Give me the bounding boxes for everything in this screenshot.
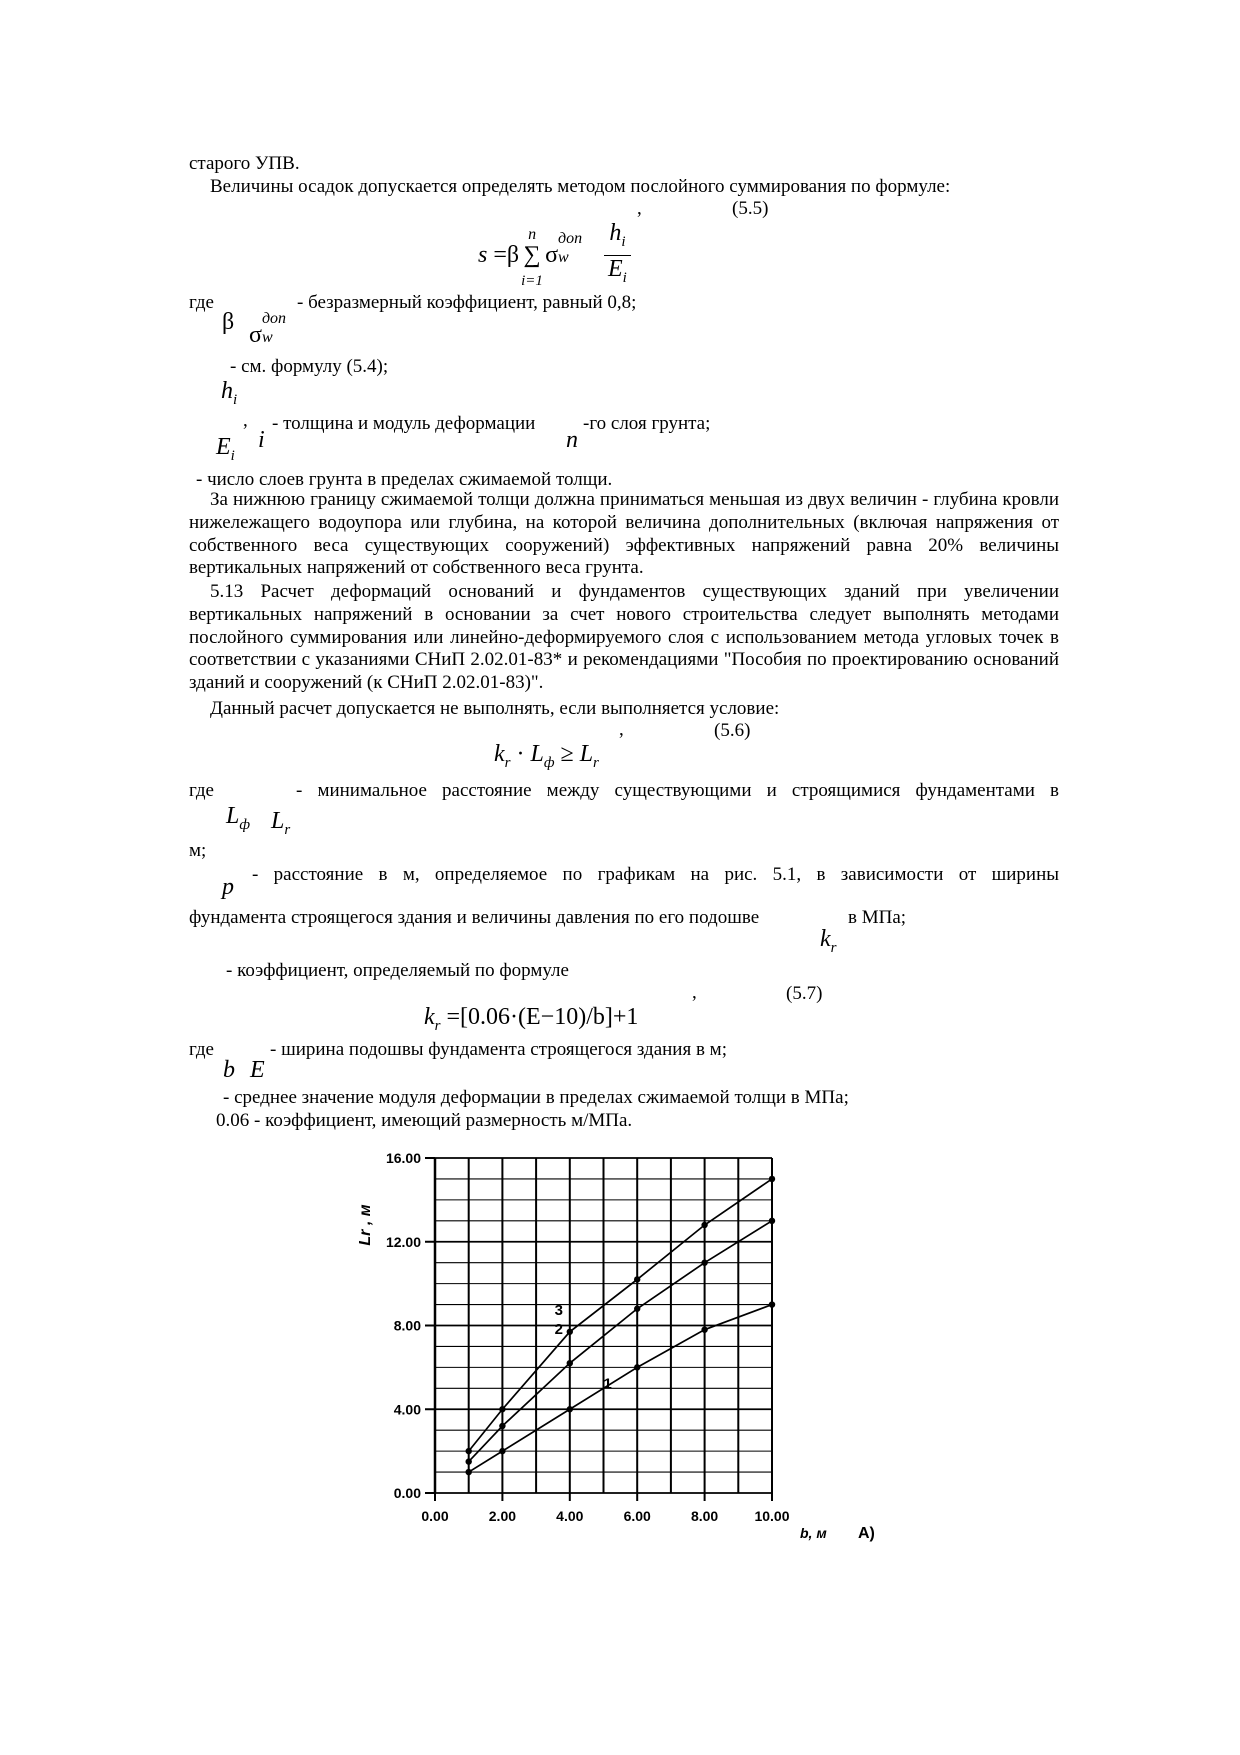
var-L: L [530,741,544,767]
series-2-point [499,1423,505,1429]
series-1-point [634,1364,640,1370]
lr-description: - расстояние в м, определяемое по графикам на рис. 5.1, в зависимости от ширины [252,864,1059,885]
sub-r: r [434,1018,441,1034]
kr-symbol-legend [820,926,837,961]
n-symbol-legend [566,427,578,453]
series-3-point [499,1406,505,1412]
foundation-line: фундамента строящегося здания и величины давления по его подошве [189,907,760,928]
sigma-symbol: σ [545,242,559,268]
sub-i: i [230,448,235,464]
var-k: k [820,926,831,952]
sigma-legend-sup: доп [261,310,287,327]
i-symbol-legend [258,427,265,453]
series-2-point [769,1218,775,1224]
series-1-point [466,1469,472,1475]
series-1-point [769,1301,775,1307]
sub-r: r [284,822,291,838]
series-1-point [499,1448,505,1454]
x-tick-label: 8.00 [690,1508,719,1524]
unit-mpa: в МПа; [848,907,907,928]
series-3-point [701,1222,707,1228]
var-n: n [566,427,578,453]
sigma-legend-indices [261,310,306,346]
ge-operator: ≥ [560,741,574,767]
fraction [604,220,631,291]
sigma-description: - см. формулу (5.4); [230,356,389,377]
sub-f: ф [239,817,251,833]
eq55-number: (5.5) [732,198,769,219]
paragraph-lower-boundary-text: За нижнюю границу сжимаемой толщи должна приниматься меньшая из двух величин - глубина кровли нижележащего водоупора или глубина, на которой величина дополнительных (включая напряжения от собственного веса существующих сооружений) эффективных напряжений равна 20% величины вертикальных напряжений от собственного веса грунта. [189,489,1059,579]
var-s: s [478,242,488,268]
series-label-1: 1 [603,1375,612,1393]
ei-symbol-legend [216,434,235,469]
b-description: - ширина подошвы фундамента строящегося здания в м; [270,1039,727,1060]
series-3-point [769,1176,775,1182]
var-i: i [258,427,265,453]
series-2-point [466,1458,472,1464]
formula-5-7 [424,1004,638,1039]
beta-description: - безразмерный коэффициент, равный 0,8; [297,292,637,313]
var-h: h [609,220,622,246]
sub-i: i [622,270,627,286]
e-description: - среднее значение модуля деформации в пределах сжимаемой толщи в МПа; [223,1087,849,1108]
sub-r: r [504,755,511,771]
sum-upper-limit: n [528,226,537,243]
lr-symbol-legend [271,808,290,843]
eq56-comma: , [619,719,624,740]
p-symbol-legend [222,874,234,900]
sigma-superscript: доп [558,230,583,247]
beta-symbol: β [506,242,520,268]
sub-i: i [233,392,238,408]
beta-glyph: β [222,309,235,335]
figure-corner-label: А) [858,1525,875,1542]
n-description: - число слоев грунта в пределах сжимаемой толщи. [196,469,613,490]
eq55-comma: , [637,198,642,219]
y-axis-label: Lr , м [357,1204,374,1246]
var-E: E [608,256,623,282]
fraction-denominator [604,256,631,291]
y-tick-label: 4.00 [393,1401,421,1418]
layer-description: -го слоя грунта; [583,413,711,434]
where-label-2: где [189,780,214,801]
chart-grid [425,1158,772,1501]
unit-m: м; [189,840,207,861]
x-tick-label: 10.00 [754,1508,790,1524]
sigma-symbol-legend [249,310,306,348]
line-condition-intro: Данный расчет допускается не выполнять, если выполняется условие: [210,698,780,719]
x-tick-label: 6.00 [623,1508,651,1524]
lf-symbol-legend [226,803,250,838]
sigma-subscript: w [558,249,569,266]
e-symbol-legend [250,1057,265,1083]
kr-description: - коэффициент, определяемый по формуле [226,960,569,981]
b-symbol-legend [223,1057,235,1083]
where-label-3: где [189,1039,214,1060]
x-tick-label: 2.00 [488,1508,517,1524]
formula-5-7-rhs: =[0.06·(E−10)/b]+1 [446,1004,639,1030]
sigma-legend-sub: w [261,329,273,346]
sum-symbol: ∑ [523,242,541,268]
var-L: L [271,808,285,834]
y-tick-label: 16.00 [385,1150,421,1166]
var-E: E [250,1057,265,1083]
sigma-glyph: σ [249,322,262,348]
sub-r: r [593,755,599,771]
series-1-point [701,1326,707,1332]
equals-sign: = [493,242,507,268]
var-L: L [226,803,240,829]
series-line-2 [469,1221,772,1462]
hi-description: - толщина и модуль деформации [272,413,536,434]
var-L: L [579,741,594,767]
y-tick-label: 8.00 [393,1317,421,1334]
hi-symbol-legend [221,378,237,413]
eq57-number: (5.7) [786,983,823,1004]
line-osadki-intro: Величины осадок допускается определять методом послойного суммирования по формуле: [210,176,951,197]
where-label-1: где [189,292,214,313]
series-3-point [634,1276,640,1282]
eq56-number: (5.6) [714,720,751,741]
beta-symbol-legend [222,309,234,335]
series-label-2: 2 [554,1320,563,1338]
formula-5-5 [478,226,602,289]
paragraph-5-13-text: 5.13 Расчет деформаций оснований и фундаментов существующих зданий при увеличении вертикальных напряжений в основании за счет нового строительства следует выполнять методами послойного суммирования или линейно-деформируемого слоя с использованием метода угловых точек в соответствии с указаниями СНиП 2.02.01-83* и рекомендациями "Пособия по проектированию оснований зданий и сооружений (к СНиП 2.02.01-83)". [189,581,1059,694]
sub-f: ф [543,755,555,771]
lf-description: - минимальное расстояние между существующими и строящимися фундаментами в [296,780,1059,801]
var-b: b [223,1057,235,1083]
series-2-point [701,1259,707,1265]
line-prev-continuation: старого УПВ. [189,153,300,174]
hi-comma: , [243,410,248,431]
var-k: k [494,741,505,767]
fraction-hi-ei [604,220,631,291]
figure-5-1-chart [340,1150,900,1560]
coef-description: 0.06 - коэффициент, имеющий размерность м/МПа. [216,1110,633,1131]
series-label-3: 3 [554,1302,563,1320]
x-tick-label: 0.00 [421,1508,449,1524]
x-tick-label: 4.00 [556,1508,584,1524]
var-p: p [222,874,234,900]
series-1-point [567,1406,573,1412]
y-tick-label: 12.00 [385,1233,421,1250]
var-E: E [216,434,231,460]
var-k: k [424,1004,435,1030]
sub-r: r [830,940,837,956]
sum-operator [519,226,545,289]
series-3-point [567,1329,573,1335]
sigma-indices [558,230,602,266]
series-3-point [466,1448,472,1454]
formula-5-6 [494,741,599,776]
eq57-comma: , [692,982,697,1003]
var-h: h [221,378,233,404]
sub-i: i [621,234,626,250]
paragraph-lower-boundary [189,489,1059,580]
sum-lower-limit: i=1 [521,273,543,289]
series-2-point [567,1360,573,1366]
series-2-point [634,1306,640,1312]
fraction-numerator [604,220,631,256]
series-line-3 [469,1179,772,1451]
x-axis-label: b, м [800,1525,827,1541]
dot-operator: · [516,741,525,767]
y-tick-label: 0.00 [393,1485,421,1501]
paragraph-5-13 [189,581,1059,695]
